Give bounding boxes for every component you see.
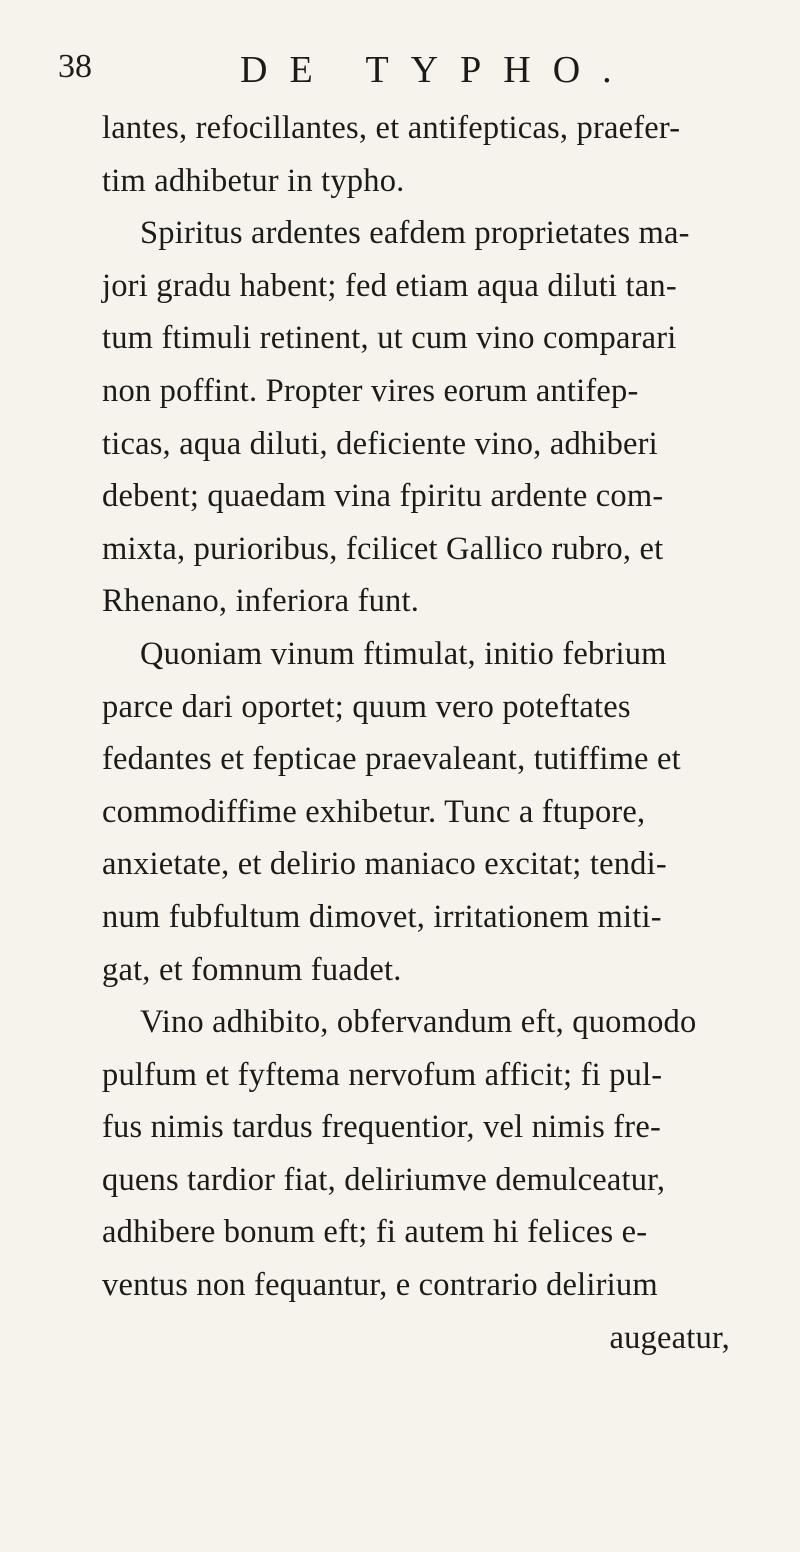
text-line: Rhenano, inferiora funt. [102,583,420,620]
text-line: commodiffime exhibetur. Tunc a ftupore, [102,793,646,830]
text-line: debent; quaedam vina fpiritu ardente com- [102,478,664,515]
text-line: Quoniam vinum ftimulat, initio febrium [140,635,667,672]
text-line: gat, et fomnum fuadet. [102,951,402,988]
text-line: adhibere bonum eft; fi autem hi felices e- [102,1214,648,1251]
text-line: ticas, aqua diluti, deficiente vino, adhiberi [102,425,658,462]
text-line: Vino adhibito, obfervandum eft, quomodo [140,1004,697,1041]
text-line: num fubfultum dimovet, irritationem miti- [102,898,662,935]
text-line: fedantes et fepticae praevaleant, tutiffime et [102,741,681,778]
text-line: anxietate, et delirio maniaco excitat; tendi- [102,846,667,883]
text-line: non poffint. Propter vires eorum antifep- [102,372,639,409]
text-line: jori gradu habent; fed etiam aqua diluti tan- [102,267,677,304]
page-number: 38 [58,48,92,85]
running-title: DE TYPHO. [240,49,634,91]
text-line: fus nimis tardus frequentior, vel nimis fre- [102,1109,661,1146]
text-line: ventus non fequantur, e contrario delirium [102,1267,658,1304]
text-line: Spiritus ardentes eafdem proprietates ma- [140,215,690,252]
text-line: tim adhibetur in typho. [102,162,405,199]
catchword: augeatur, [609,1319,730,1356]
text-line: pulfum et fyftema nervofum afficit; fi pul- [102,1056,663,1093]
text-line: parce dari oportet; quum vero poteftates [102,688,631,725]
body-text [102,102,792,1364]
text-line: mixta, purioribus, fcilicet Gallico rubro, et [102,530,664,567]
text-line: tum ftimuli retinent, ut cum vino comparari [102,320,677,357]
text-line: lantes, refocillantes, et antifepticas, praefer- [102,110,681,146]
running-head [58,44,698,94]
text-line: quens tardior fiat, deliriumve demulceatur, [102,1161,666,1198]
